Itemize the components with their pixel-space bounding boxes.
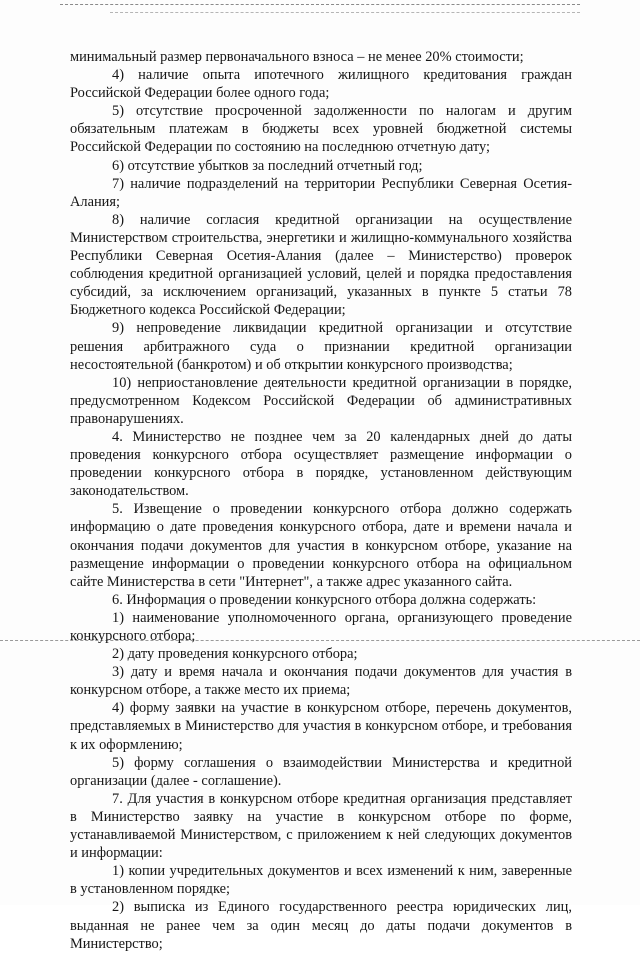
document-body — [70, 48, 572, 953]
paragraph: 2) дату проведения конкурсного отбора; — [112, 646, 358, 663]
paragraph: 7) наличие подразделений на территории Республики Северная Осетия-Алания; — [70, 175, 572, 210]
scan-artifact-line — [110, 12, 580, 13]
paragraph: 4. Министерство не позднее чем за 20 календарных дней до даты проведения конкурсного отбора осуществляет размещение информации о проведении конкурсного отбора в порядке, установленном действующим законодательством. — [70, 428, 572, 500]
paragraph: 6. Информация о проведении конкурсного отбора должна содержать: — [112, 591, 537, 608]
paragraph: 5. Извещение о проведении конкурсного отбора должно содержать информацию о дате проведения конкурсного отбора, дате и времени начала и окончания подачи документов для участия в конкурсном отборе, указание на размещение информации о проведении конкурсного отбора на официальном сайте Министерства в сети "Интернет", а также адрес указанного сайта. — [70, 501, 572, 590]
paragraph: 2) выписка из Единого государственного реестра юридических лиц, выданная не ранее чем за один месяц до даты подачи документов в Министерство; — [70, 899, 572, 952]
paragraph: минимальный размер первоначального взноса – не менее 20% стоимости; — [70, 49, 524, 65]
paragraph: 1) копии учредительных документов и всех изменений к ним, заверенные в установленном порядке; — [70, 863, 572, 898]
paragraph: 8) наличие согласия кредитной организации на осуществление Министерством строительства, энергетики и жилищно-коммунального хозяйства Республики Северная Осетия-Алания (далее – Министерство) проверок соблюдения кредитной организацией условий, целей и порядка предоставления субсидий, за исключением организаций, указанных в пункте 5 статьи 78 Бюджетного кодекса Российской Федерации; — [70, 211, 572, 319]
paragraph: 6) отсутствие убытков за последний отчетный год; — [112, 157, 423, 174]
paragraph: 5) форму соглашения о взаимодействии Министерства и кредитной организации (далее - соглашение). — [70, 754, 572, 789]
paragraph: 4) форму заявки на участие в конкурсном отборе, перечень документов, представляемых в Министерство для участия в конкурсном отборе, и требования к их оформлению; — [70, 700, 572, 753]
paragraph: 10) неприостановление деятельности кредитной организации в порядке, предусмотренном Кодексом Российской Федерации об административных правонарушениях. — [70, 374, 572, 427]
paragraph: 4) наличие опыта ипотечного жилищного кредитования граждан Российской Федерации более одного года; — [70, 67, 572, 102]
paragraph: 5) отсутствие просроченной задолженности по налогам и другим обязательным платежам в бюджеты всех уровней бюджетной системы Российской Федерации по состоянию на последнюю отчетную дату; — [70, 103, 572, 156]
paragraph: 9) непроведение ликвидации кредитной организации и отсутствие решения арбитражного суда о признании кредитной организации несостоятельной (банкротом) и об открытии конкурсного производства; — [70, 320, 572, 373]
paragraph: 1) наименование уполномоченного органа, организующего проведение конкурсного отбора; — [70, 609, 572, 644]
paragraph: 7. Для участия в конкурсном отборе кредитная организация представляет в Министерство заявку на участие в конкурсном отборе по форме, устанавливаемой Министерством, с приложением к ней следующих документов и информации: — [70, 790, 572, 862]
scan-artifact-line — [60, 4, 580, 5]
paragraph: 3) дату и время начала и окончания подачи документов для участия в конкурсном отборе, а также место их приема; — [70, 664, 572, 699]
